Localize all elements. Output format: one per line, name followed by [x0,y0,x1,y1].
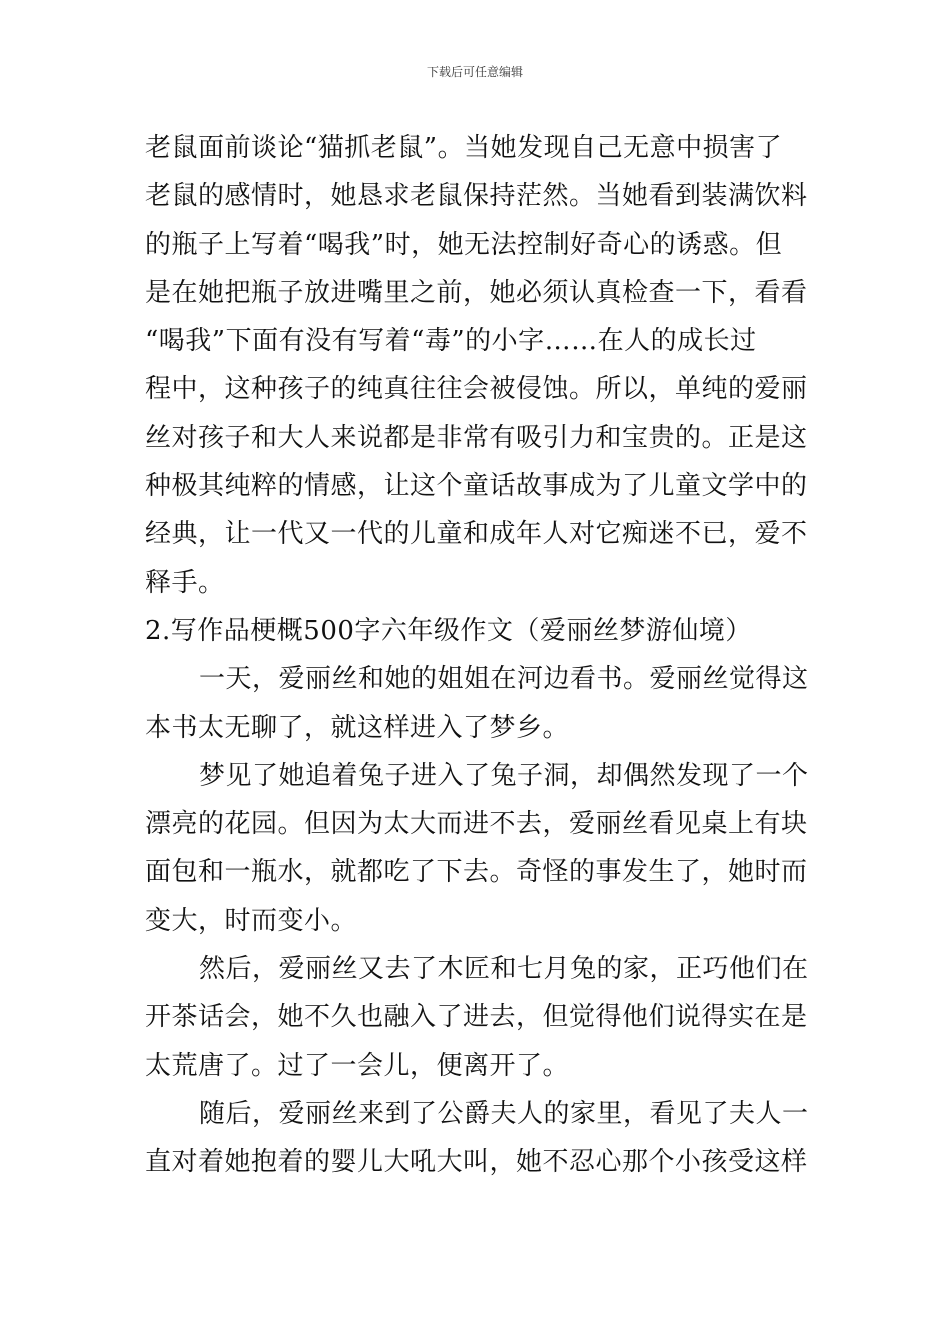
paragraph-start: 随后，爱丽丝来到了公爵夫人的家里，看见了夫人一 [199,1098,809,1129]
paragraph-start: 梦见了她追着兔子进入了兔子洞，却偶然发现了一个 [199,760,809,791]
text-line: 经典，让一代又一代的儿童和成年人对它痴迷不已，爱不 [145,519,808,550]
page-header: 下载后可任意编辑 [426,65,523,79]
text-line: 的瓶子上写着“喝我”时，她无法控制好奇心的诱惑。但 [145,229,783,260]
text-line: 释手。 [145,567,225,598]
text-line: 种极其纯粹的情感，让这个童话故事成为了儿童文学中的 [145,471,808,502]
text-line: 老鼠的感情时，她恳求老鼠保持茫然。当她看到装满饮料 [145,181,808,212]
text-line: 是在她把瓶子放进嘴里之前，她必须认真检查一下，看看 [145,277,808,308]
document-body [145,124,810,1187]
paragraph-start: 一天，爱丽丝和她的姐姐在河边看书。爱丽丝觉得这 [199,664,809,695]
text-line: 直对着她抱着的婴儿大吼大叫，她不忍心那个小孩受这样 [145,1147,808,1178]
text-line: 变大，时而变小。 [145,905,358,936]
text-line: 漂亮的花园。但因为太大而进不去，爱丽丝看见桌上有块 [145,809,808,840]
text-line: 开茶话会，她不久也融入了进去，但觉得他们说得实在是 [145,1002,808,1033]
paragraph-start: 然后，爱丽丝又去了木匠和七月兔的家，正巧他们在 [199,954,809,985]
text-line: “喝我”下面有没有写着“毒”的小字……在人的成长过 [145,326,757,357]
section-heading: 2.写作品梗概500字六年级作文（爱丽丝梦游仙境） [145,615,752,646]
text-line: 太荒唐了。过了一会儿，便离开了。 [145,1050,570,1081]
text-line: 老鼠面前谈论“猫抓老鼠”。当她发现自己无意中损害了 [145,133,783,163]
text-line: 本书太无聊了，就这样进入了梦乡。 [145,712,570,743]
text-line: 程中，这种孩子的纯真往往会被侵蚀。所以，单纯的爱丽 [145,374,808,405]
text-line: 丝对孩子和大人来说都是非常有吸引力和宝贵的。正是这 [145,422,808,453]
text-line: 面包和一瓶水，就都吃了下去。奇怪的事发生了，她时而 [145,857,808,888]
